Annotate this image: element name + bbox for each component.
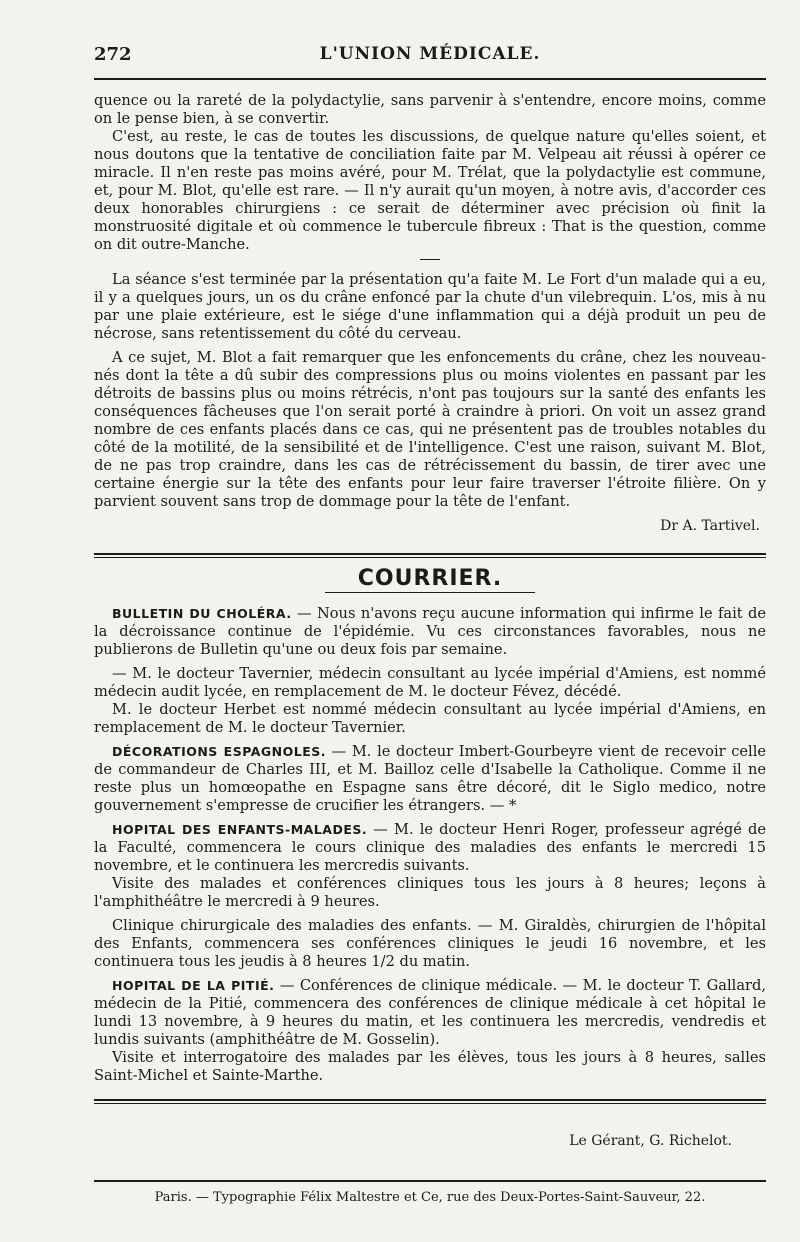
news-item — [94, 665, 766, 701]
news-text: — M. le docteur Imbert-Gourbeyre vient de recevoir celle de commandeur de Charles III, et M. Bailloz celle d'Isabelle la Catholique. Comme il ne reste plus un homœopathe en Espagne sans être décoré, dit le Siglo medico, notre gouvernement s'empresse de crucifier les étrangers. — * — [94, 743, 767, 814]
news-item — [94, 605, 766, 659]
news-item — [94, 743, 766, 815]
running-title: L'UNION MÉDICALE. — [319, 44, 541, 64]
news-item — [94, 875, 766, 911]
double-rule — [94, 553, 766, 558]
page-number: 272 — [94, 44, 132, 65]
news-keyword: DÉCORATIONS ESPAGNOLES. — [112, 744, 326, 759]
news-text: Clinique chirurgicale des maladies des enfants. — M. Giraldès, chirurgien de l'hôpital des Enfants, commencera ses conférences cliniques le jeudi 16 novembre, et les continuera tous les jeudis à 8 heures 1/2 du matin. — [94, 917, 766, 970]
courrier-heading: COURRIER. — [357, 566, 503, 591]
paragraph: C'est, au reste, le cas de toutes les discussions, de quelque nature qu'elles soient, et nous doutons que la tentative de conciliation faite par M. Velpeau ait réussi à opérer ce miracle. Il n'en reste pas moins avéré, pour M. Trélat, que la polydactylie est commune, et, pour M. Blot, qu'elle est rare. — Il n'y aurait qu'un moyen, à notre avis, d'accorder ces deux honorables chirurgiens : ce serait de déterminer avec précision où finit la monstruosité digitale et où commence le tubercule fibreux : That is the question, comme on dit outre-Manche. — [94, 128, 766, 253]
author-signature: Dr A. Tartivel. — [660, 518, 760, 534]
footer-rule — [94, 1180, 766, 1182]
news-list — [94, 605, 766, 1085]
news-text: Visite des malades et conférences cliniques tous les jours à 8 heures; leçons à l'amphithéâtre le mercredi à 9 heures. — [94, 875, 766, 910]
paragraph: A ce sujet, M. Blot a fait remarquer que les enfoncements du crâne, chez les nouveau-nés dont la tête a dû subir des compressions plus ou moins violentes en passant par les détroits de bassins plus ou moins rétrécis, n'ont pas toujours sur la santé des enfants les conséquences fâcheuses que l'on serait porté à craindre à priori. On voit un assez grand nombre de ces enfants placés dans ce cas, qui ne présentent pas de troubles notables du côté de la motilité, de la sensibilité et de l'intelligence. C'est une raison, suivant M. Blot, de ne pas trop craindre, dans les cas de rétrécissement du bassin, de tirer avec une certaine énergie sur la tête des enfants pour leur faire traverser l'étroite filière. On y parvient souvent sans trop de dommage pour la tête de l'enfant. — [94, 349, 766, 510]
news-keyword: HOPITAL DE LA PITIÉ. — [112, 978, 275, 993]
paragraph: quence ou la rareté de la polydactylie, sans parvenir à s'entendre, encore moins, comme on le pense bien, à se convertir. — [94, 92, 766, 127]
header-rule — [94, 78, 766, 80]
news-item — [94, 1049, 766, 1085]
news-text: — M. le docteur Henri Roger, professeur agrégé de la Faculté, commencera le cours clinique des maladies des enfants le mercredi 15 novembre, et le continuera les mercredis suivants. — [94, 821, 766, 874]
news-keyword: BULLETIN DU CHOLÉRA. — [112, 606, 292, 621]
news-keyword: HOPITAL DES ENFANTS-MALADES. — [112, 822, 368, 837]
news-item — [94, 701, 766, 737]
news-item — [94, 977, 766, 1049]
news-text: Visite et interrogatoire des malades par les élèves, tous les jours à 8 heures, salles Saint-Michel et Sainte-Marthe. — [94, 1049, 766, 1084]
printer-imprint: Paris. — Typographie Félix Maltestre et Ce, rue des Deux-Portes-Saint-Sauveur, 22. — [154, 1190, 706, 1205]
page-header — [94, 44, 766, 72]
news-item — [94, 821, 766, 875]
heading-rule — [325, 592, 535, 593]
double-rule — [94, 1099, 766, 1104]
gerant-signature: Le Gérant, G. Richelot. — [569, 1133, 732, 1149]
news-item — [94, 917, 766, 971]
news-text: — Nous n'avons reçu aucune information qui infirme le fait de la décroissance continue de l'épidémie. Vu ces circonstances favorables, nous ne publierons de Bulletin qu'une ou deux fois par semaine. — [94, 605, 767, 658]
paragraph: La séance s'est terminée par la présentation qu'a faite M. Le Fort d'un malade qui a eu, il y a quelques jours, un os du crâne enfoncé par la chute d'un vilebrequin. L'os, mis à nu par une plaie extérieure, est le siége d'une inflammation qui a déjà produit un peu de nécrose, sans retentissement du côté du cerveau. — [94, 271, 766, 342]
news-text: M. le docteur Herbet est nommé médecin consultant au lycée impérial d'Amiens, en remplacement de M. le docteur Tavernier. — [94, 701, 766, 736]
news-text: — Conférences de clinique médicale. — M. le docteur T. Gallard, médecin de la Pitié, commencera des conférences de clinique médicale à cet hôpital le lundi 13 novembre, à 9 heures du matin, et les continuera les mercredis, vendredis et lundis suivants (amphithéâtre de M. Gosselin). — [94, 977, 766, 1048]
news-text: — M. le docteur Tavernier, médecin consultant au lycée impérial d'Amiens, est nommé médecin audit lycée, en remplacement de M. le docteur Févez, décédé. — [94, 665, 766, 700]
section-separator — [420, 259, 440, 260]
article-body — [94, 92, 766, 1150]
